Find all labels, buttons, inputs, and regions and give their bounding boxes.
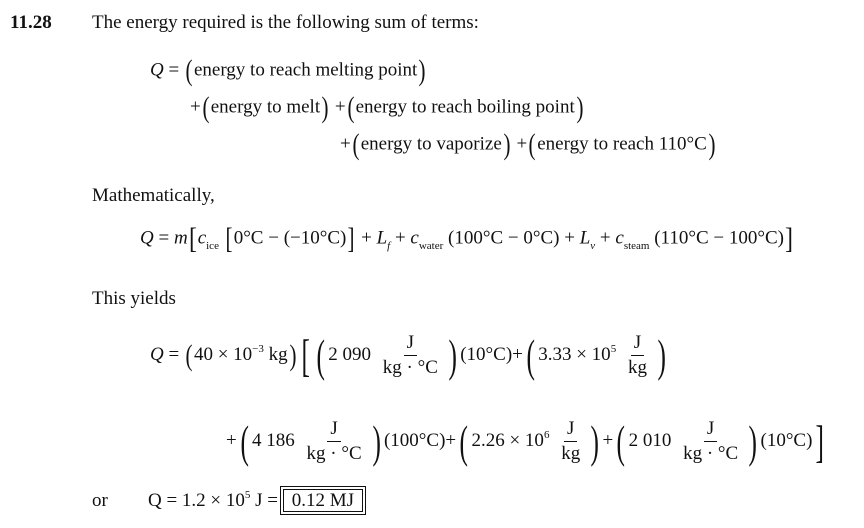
sum-line-1: Q = (energy to reach melting point) — [150, 54, 426, 87]
term-melt: energy to melt — [210, 96, 321, 118]
intro-text: The energy required is the following sum of terms: — [92, 12, 479, 33]
this-yields-label: This yields — [92, 288, 176, 309]
term-melting-point: energy to reach melting point — [193, 59, 418, 81]
numeric-line-1: $Q = (40 \times 10^{-3}$ kg) [ ( 2 090 $\frac{J}{kg \cdot ^\circ C}$ ) (10°C)+( $3.33 \times 10^5$ $\frac{J}{kg}$ ) — [150, 329, 666, 381]
numeric-line-2: +( 4 186 $\frac{J}{kg \cdot ^\circ C}$ ) (100°C)+( $2.26 \times 10^6$ $\frac{J}{kg}$ ) +( 2 010 $\frac{J}{kg \cdot ^\circ C}$ ) (10°C)] — [226, 415, 825, 467]
or-label: or — [92, 490, 108, 511]
term-vaporize: energy to vaporize — [360, 133, 502, 155]
boxed-answer: 0.12 MJ — [283, 489, 363, 512]
symbolic-equation: $Q = m[c_{ice}$ $[0^\circ C - (-10^\circ C)] + L_f + c_{water}$ $(100^\circ C - 0^\circ C) + L_v + c_{steam}$ (110°C − 100°C)] — [140, 222, 793, 255]
term-reach-110: energy to reach 110°C — [537, 133, 707, 155]
sum-line-2: +(energy to melt) +(energy to reach boiling point) — [190, 91, 584, 124]
final-result: $Q = 1.2 \times 10^5$ J = 0.12 MJ — [148, 490, 363, 512]
problem-number: 11.28 — [10, 12, 52, 33]
mathematically-label: Mathematically, — [92, 185, 215, 206]
sum-line-3: +(energy to vaporize) +(energy to reach 110°C) — [340, 128, 716, 161]
term-boiling-point: energy to reach boiling point — [355, 96, 575, 118]
